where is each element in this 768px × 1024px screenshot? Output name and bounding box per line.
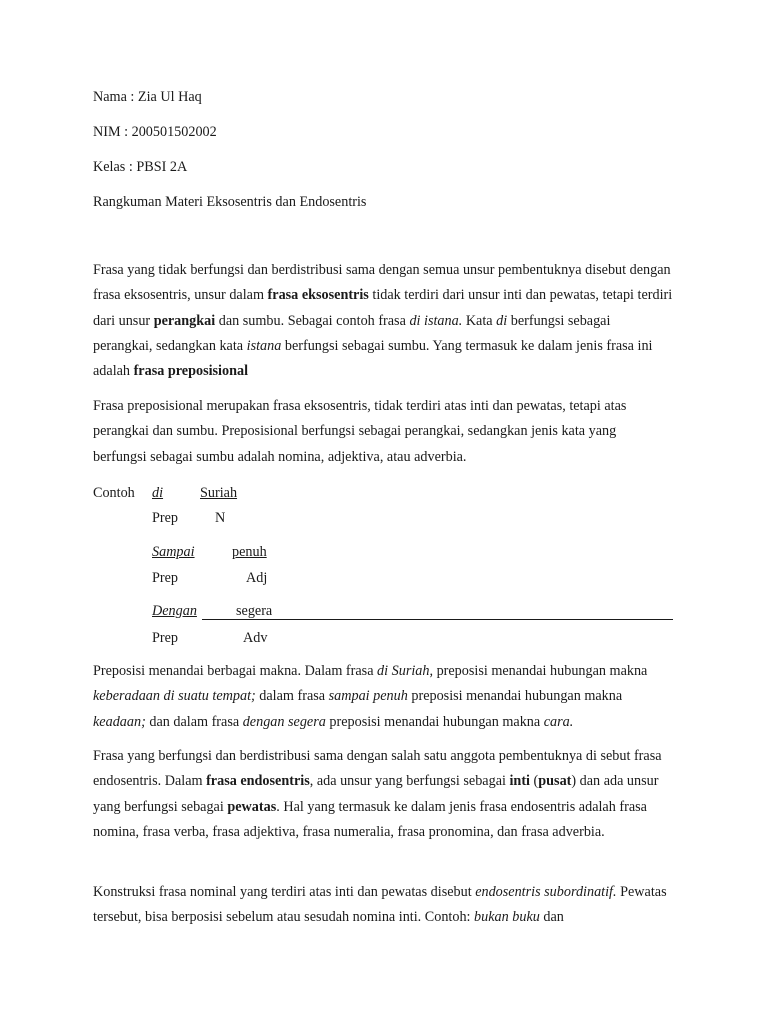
paragraph-eksosentris: Frasa yang tidak berfungsi dan berdistribusi sama dengan semua unsur pembentuknya disebut dengan frasa eksosentris, unsur dalam frasa eksosentris tidak terdiri dari unsur inti dan pewatas, tetapi terdiri dari unsur perangkai dan sumbu. Sebagai contoh frasa di istana. Kata di berfungsi sebagai perangkai, sedangkan kata istana berfungsi sebagai sumbu. Yang termasuk ke dalam jenis frasa ini adalah frasa preposisional [93, 262, 673, 380]
document-title: Rangkuman Materi Eksosentris dan Endosentris [93, 194, 367, 210]
student-nim: NIM : 200501502002 [93, 124, 217, 140]
paragraph-makna-preposisi: Preposisi menandai berbagai makna. Dalam frasa di Suriah, preposisi menandai hubungan makna keberadaan di suatu tempat; dalam frasa sampai penuh preposisi menandai hubungan makna keadaan; dan dalam frasa dengan segera preposisi menandai hubungan makna cara. [93, 663, 648, 730]
example-1-word-tag: N [215, 510, 226, 526]
example-2-word: penuh [232, 544, 267, 560]
example-1-word: Suriah [200, 485, 238, 501]
example-2-prep-tag: Prep [152, 570, 179, 586]
paragraph-endosentris: Frasa yang berfungsi dan berdistribusi sama dengan salah satu anggota pembentuknya di sebut frasa endosentris. Dalam frasa endosentris, ada unsur yang berfungsi sebagai inti (pusat) dan ada unsur yang berfungsi sebagai pewatas. Hal yang termasuk ke dalam jenis frasa endosentris adalah frasa nomina, frasa verba, frasa adjektiva, frasa numeralia, frasa pronomina, dan frasa adverbia. [93, 748, 662, 840]
example-3-underline [202, 619, 673, 620]
example-3-prep: Dengan [152, 603, 197, 619]
example-3-word-tag: Adv [243, 630, 268, 646]
student-class: Kelas : PBSI 2A [93, 159, 188, 175]
paragraph-preposisional: Frasa preposisional merupakan frasa eksosentris, tidak terdiri atas inti dan pewatas, tetapi atas perangkai dan sumbu. Preposisional berfungsi sebagai perangkai, sedangkan jenis kata yang berfungsi sebagai sumbu adalah nomina, adjektiva, atau adverbia. [93, 398, 627, 465]
example-3-prep-tag: Prep [152, 630, 179, 646]
example-2-word-tag: Adj [246, 570, 268, 586]
example-2-prep: Sampai [152, 544, 195, 560]
example-label: Contoh [93, 485, 135, 501]
paragraph-subordinatif: Konstruksi frasa nominal yang terdiri atas inti dan pewatas disebut endosentris subordinatif. Pewatas tersebut, bisa berposisi sebelum atau sesudah nomina inti. Contoh: bukan buku dan [93, 884, 667, 926]
student-name: Nama : Zia Ul Haq [93, 89, 202, 105]
example-1-prep-tag: Prep [152, 510, 179, 526]
example-1-prep: di [152, 485, 164, 501]
example-3-word: segera [236, 603, 273, 619]
